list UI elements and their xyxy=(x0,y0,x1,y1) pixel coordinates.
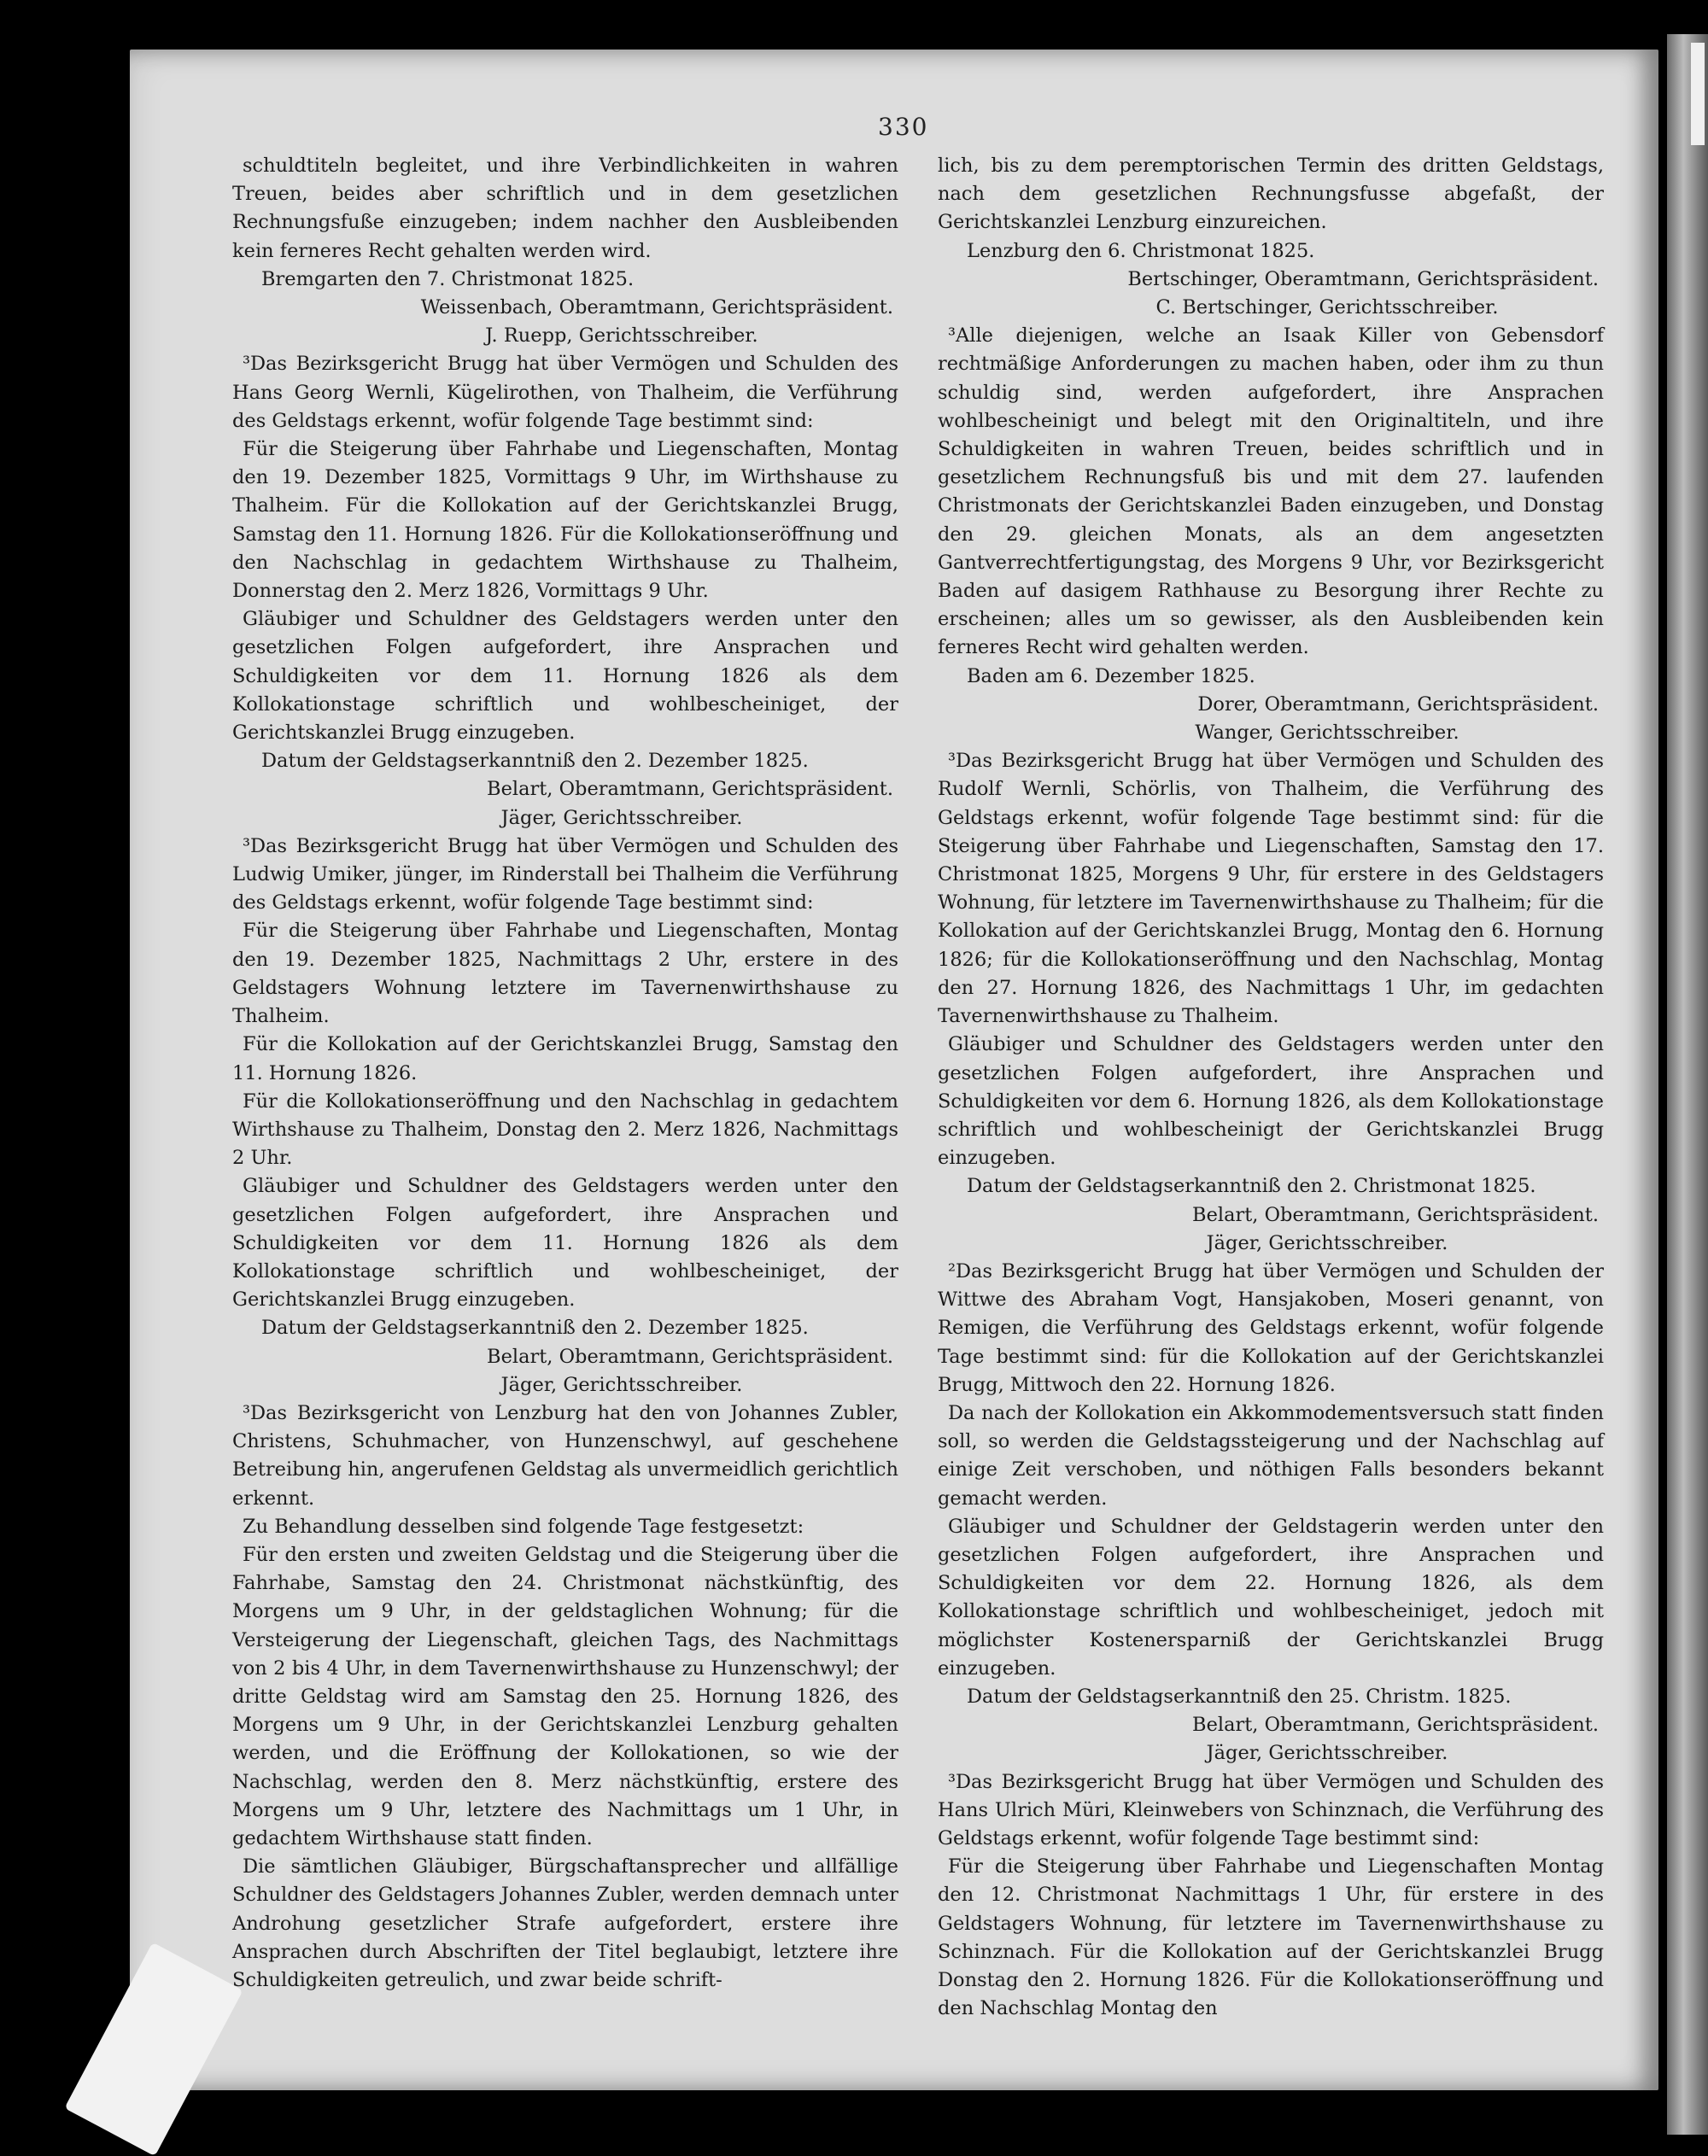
notice-date: Baden am 6. Dezember 1825. xyxy=(967,664,1255,687)
notice-paragraph: ²Das Bezirksgericht Brugg hat über Vermögen und Schulden der Wittwe des Abraham Vogt, Hansjakoben, Moseri genannt, von Remigen, die Verführung des Geldstags erkennt, wofür folgende Tage bestimmt sind: für die Kollokation auf der Gerichtskanzlei Brugg, Mittwoch den 22. Hornung 1826. xyxy=(938,1259,1604,1396)
notice-paragraph: Für den ersten und zweiten Geldstag und die Steigerung über die Fahrhabe, Samstag den 24. Christmonat nächstkünftig, des Morgens um 9 Uhr, in der geldstaglichen Wohnung; für die Versteigerung der Liegenschaft, gleichen Tags, des Nachmittags von 2 bis 4 Uhr, in dem Tavernenwirthshause zu Hunzenschwyl; der dritte Geldstag wird am Samstag den 25. Hornung 1826, des Morgens um 9 Uhr, in der Gerichtskanzlei Lenzburg gehalten werden, und die Eröffnung der Kollokationen, so wie der Nachschlag, werden den 8. Merz nächstkünftig, erstere des Morgens um 9 Uhr, letztere des Nachmittags um 1 Uhr, in gedachtem Wirthshause statt finden. xyxy=(232,1543,898,1849)
notice-entry xyxy=(938,1258,1604,1768)
notice-paragraph: Gläubiger und Schuldner der Geldstagerin werden unter den gesetzlichen Folgen aufgefordert, ihre Ansprachen und Schuldigkeiten vor dem 22. Hornung 1826, als dem Kollokationstage schriftlich und wohlbescheiniget, jedoch mit möglichster Kostenersparniß der Gerichtskanzlei Brugg einzugeben. xyxy=(938,1515,1604,1680)
notice-date: Datum der Geldstagserkanntniß den 2. Dezember 1825. xyxy=(261,1317,809,1340)
paper-strip xyxy=(1691,43,1705,145)
right-column xyxy=(938,152,1604,2023)
signature-president: Belart, Oberamtmann, Gerichtspräsident. xyxy=(1192,1714,1599,1737)
notice-paragraph: ³Das Bezirksgericht Brugg hat über Vermögen und Schulden des Ludwig Umiker, jünger, im Rinderstall bei Thalheim die Verführung des Geldstags erkennt, wofür folgende Tage bestimmt sind: xyxy=(232,834,898,914)
notice-paragraph: schuldtiteln begleitet, und ihre Verbindlichkeiten in wahren Treuen, beides aber schriftlich und in dem gesetzlichen Rechnungsfuße einzugeben; indem nachher den Ausbleibenden kein ferneres Recht gehalten werden wird. xyxy=(232,155,898,262)
signature-clerk: Jäger, Gerichtsschreiber. xyxy=(1206,1231,1448,1254)
signature-clerk: Wanger, Gerichtsschreiber. xyxy=(1195,722,1459,745)
signature-president: Dorer, Oberamtmann, Gerichtspräsident. xyxy=(1197,692,1599,716)
notice-entry xyxy=(938,322,1604,747)
notice-entry xyxy=(938,747,1604,1258)
notice-paragraph: ³Das Bezirksgericht Brugg hat über Vermögen und Schulden des Hans Ulrich Müri, Kleinwebers von Schinznach, die Verführung des Geldstags erkennt, wofür folgende Tage bestimmt sind: xyxy=(938,1770,1604,1849)
notice-date: Datum der Geldstagserkanntniß den 2. Dezember 1825. xyxy=(261,750,809,773)
notice-date: Bremgarten den 7. Christmonat 1825. xyxy=(261,267,635,290)
notice-date: Datum der Geldstagserkanntniß den 25. Christm. 1825. xyxy=(967,1685,1512,1708)
notice-paragraph: Gläubiger und Schuldner des Geldstagers werden unter den gesetzlichen Folgen aufgefordert, ihre Ansprachen und Schuldigkeiten vor dem 6. Hornung 1826, als dem Kollokationstage schriftlich und wohlbescheinigt der Gerichtskanzlei Brugg einzugeben. xyxy=(938,1033,1604,1170)
notice-paragraph: lich, bis zu dem peremptorischen Termin des dritten Geldstags, nach dem gesetzlichen Rechnungsfusse abgefaßt, der Gerichtskanzlei Lenzburg einzureichen. xyxy=(938,155,1604,234)
signature-president: Belart, Oberamtmann, Gerichtspräsident. xyxy=(487,1345,893,1368)
notice-paragraph: ³Alle diejenigen, welche an Isaak Killer von Gebensdorf rechtmäßige Anforderungen zu machen haben, oder ihm zu thun schuldig sind, werden aufgefordert, ihre Ansprachen wohlbescheinigt und belegt mit den Originaltiteln, und ihre Schuldigkeiten in wahren Treuen, beides schriftlich und in gesetzlichem Rechnungsfuß bis und mit dem 27. laufenden Christmonats der Gerichtskanzlei Baden einzugeben, und Donstag den 29. gleichen Monats, als an dem angesetzten Gantverrechtfertigungstag, des Morgens 9 Uhr, vor Bezirksgericht Baden auf dasigem Rathhause zu Besorgung ihrer Rechte zu erscheinen; alles um so gewisser, als den Ausbleibenden kein ferneres Recht wird gehalten werden. xyxy=(938,324,1604,659)
notice-paragraph: ³Das Bezirksgericht von Lenzburg hat den von Johannes Zubler, Christens, Schuhmacher, von Hunzenschwyl, auf geschehene Betreibung hin, angerufenen Geldstag als unvermeidlich gerichtlich erkennt. xyxy=(232,1401,898,1510)
notice-paragraph: Für die Steigerung über Fahrhabe und Liegenschaften Montag den 12. Christmonat Nachmittags 1 Uhr, für erstere in des Geldstagers Wohnung, für letztere im Tavernenwirthshause zu Schinznach. Für die Kollokation auf der Gerichtskanzlei Brugg Donstag den 2. Hornung 1826. Für die Kollokationseröffnung und den Nachschlag Montag den xyxy=(938,1855,1604,2020)
notice-paragraph: Für die Kollokationseröffnung und den Nachschlag in gedachtem Wirthshause zu Thalheim, Donstag den 2. Merz 1826, Nachmittags 2 Uhr. xyxy=(232,1090,898,1170)
notice-entry xyxy=(938,1768,1604,2024)
book-binding-edge xyxy=(1667,34,1708,2135)
signature-president: Weissenbach, Oberamtmann, Gerichtspräsident. xyxy=(420,296,893,319)
notice-entry xyxy=(938,152,1604,322)
notice-paragraph: Zu Behandlung desselben sind folgende Tage festgesetzt: xyxy=(243,1515,804,1538)
signature-clerk: Jäger, Gerichtsschreiber. xyxy=(1206,1742,1448,1765)
notice-paragraph: Gläubiger und Schuldner des Geldstagers werden unter den gesetzlichen Folgen aufgefordert, ihre Ansprachen und Schuldigkeiten vor dem 11. Hornung 1826 als dem Kollokationstage schriftlich und wohlbescheiniget, der Gerichtskanzlei Brugg einzugeben. xyxy=(232,1175,898,1312)
notice-paragraph: Für die Steigerung über Fahrhabe und Liegenschaften, Montag den 19. Dezember 1825, Nachmittags 2 Uhr, erstere in des Geldstagers Wohnung letztere im Tavernenwirthshause zu Thalheim. xyxy=(232,920,898,1028)
notice-entry xyxy=(232,833,898,1399)
signature-president: Belart, Oberamtmann, Gerichtspräsident. xyxy=(487,778,893,801)
signature-president: Belart, Oberamtmann, Gerichtspräsident. xyxy=(1192,1203,1599,1226)
notice-paragraph: Da nach der Kollokation ein Akkommodementsversuch statt finden soll, so werden die Geldstagssteigerung und der Nachschlag auf einige Zeit verschoben, und nöthigen Falls besonders bekannt gemacht werden. xyxy=(938,1401,1604,1510)
notice-paragraph: ³Das Bezirksgericht Brugg hat über Vermögen und Schulden des Hans Georg Wernli, Kügelirothen, von Thalheim, die Verführung des Geldstags erkennt, wofür folgende Tage bestimmt sind: xyxy=(232,353,898,432)
page-number: 330 xyxy=(878,113,929,141)
notice-paragraph: Für die Steigerung über Fahrhabe und Liegenschaften, Montag den 19. Dezember 1825, Vormittags 9 Uhr, im Wirthshause zu Thalheim. Für die Kollokation auf der Gerichtskanzlei Brugg, Samstag den 11. Hornung 1826. Für die Kollokationseröffnung und den Nachschlag in gedachtem Wirthshause zu Thalheim, Donnerstag den 2. Merz 1826, Vormittags 9 Uhr. xyxy=(232,438,898,603)
notice-date: Lenzburg den 6. Christmonat 1825. xyxy=(967,239,1315,262)
notice-entry xyxy=(232,350,898,832)
notice-entry xyxy=(232,1399,898,1995)
signature-clerk: Jäger, Gerichtsschreiber. xyxy=(500,806,743,829)
signature-clerk: J. Ruepp, Gerichtsschreiber. xyxy=(485,324,758,348)
notice-paragraph: ³Das Bezirksgericht Brugg hat über Vermögen und Schulden des Rudolf Wernli, Schörlis, von Thalheim, die Verführung des Geldstags erkennt, wofür folgende Tage bestimmt sind: für die Steigerung über Fahrhabe und Liegenschaften, Samstag den 17. Christmonat 1825, Morgens 9 Uhr, für erstere in des Geldstagers Wohnung, für letztere im Tavernenwirthshause zu Thalheim; für die Kollokation auf der Gerichtskanzlei Brugg, Montag den 6. Hornung 1826; für die Kollokationseröffnung und den Nachschlag, Montag den 27. Hornung 1826, des Nachmittags 1 Uhr, im gedachten Tavernenwirthshause zu Thalheim. xyxy=(938,750,1604,1028)
signature-clerk: Jäger, Gerichtsschreiber. xyxy=(500,1373,743,1396)
notice-date: Datum der Geldstagserkanntniß den 2. Christmonat 1825. xyxy=(967,1175,1536,1198)
signature-president: Bertschinger, Oberamtmann, Gerichtspräsident. xyxy=(1127,267,1599,290)
notice-paragraph: Die sämtlichen Gläubiger, Bürgschaftansprecher und allfällige Schuldner des Geldstagers Johannes Zubler, werden demnach unter Androhung gesetzlicher Strafe aufgefordert, erstere ihre Ansprachen durch Abschriften der Titel beglaubigt, letztere ihre Schuldigkeiten getreulich, und zwar beide schrift- xyxy=(232,1855,898,1991)
notice-entry xyxy=(232,152,898,350)
notice-paragraph: Gläubiger und Schuldner des Geldstagers werden unter den gesetzlichen Folgen aufgefordert, ihre Ansprachen und Schuldigkeiten vor dem 11. Hornung 1826 als dem Kollokationstage schriftlich und wohlbescheiniget, der Gerichtskanzlei Brugg einzugeben. xyxy=(232,608,898,745)
signature-clerk: C. Bertschinger, Gerichtsschreiber. xyxy=(1155,296,1499,319)
notice-paragraph: Für die Kollokation auf der Gerichtskanzlei Brugg, Samstag den 11. Hornung 1826. xyxy=(232,1033,898,1084)
left-column xyxy=(232,152,898,1995)
